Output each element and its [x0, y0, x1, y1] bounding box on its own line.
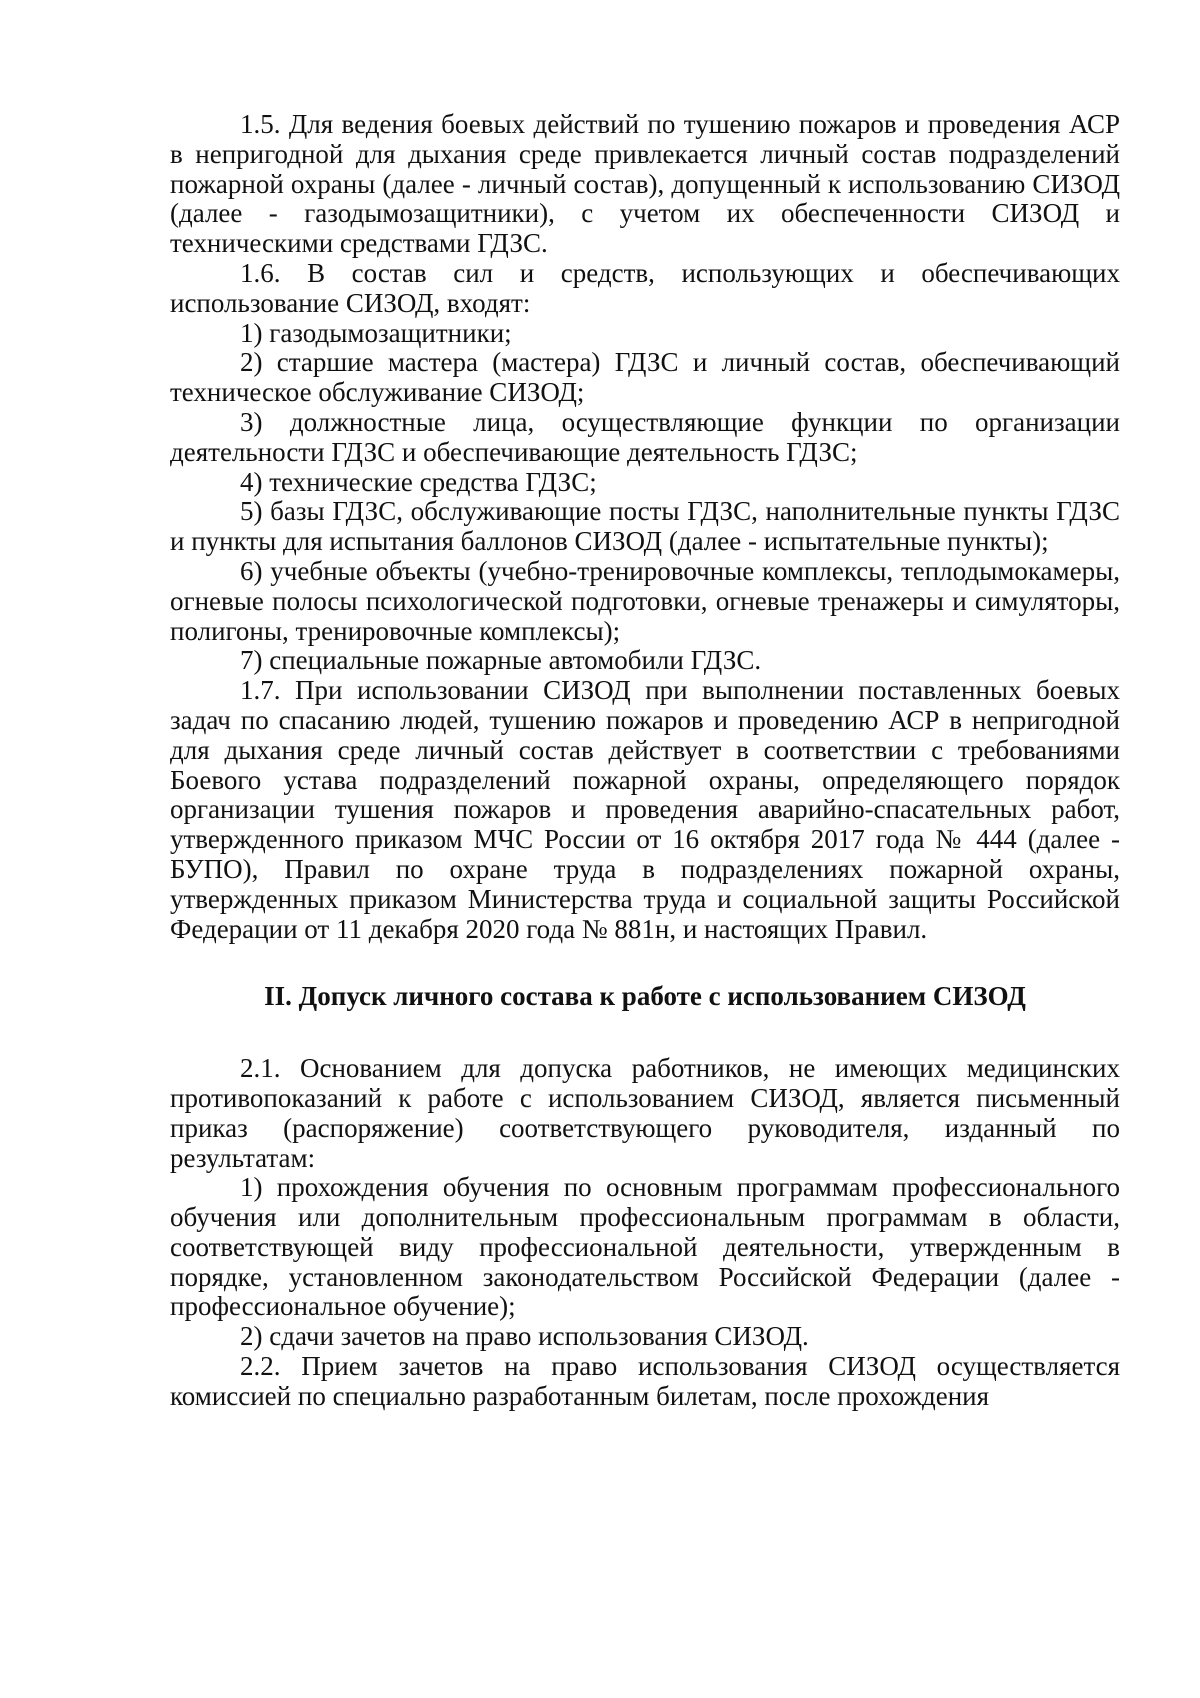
paragraph-2-1: 2.1. Основанием для допуска работников, не имеющих медицинских противопоказаний к работе с использованием СИЗОД, является письменный приказ (распоряжение) соответствующего руководителя, изданный по результатам:	[170, 1053, 1120, 1173]
list-item-1-6-1: 1) газодымозащитники;	[240, 317, 512, 348]
list-item-1-6-4: 4) технические средства ГДЗС;	[240, 466, 597, 497]
list-item-1-6-2: 2) старшие мастера (мастера) ГДЗС и личный состав, обеспечивающий техническое обслуживание СИЗОД;	[170, 347, 1120, 408]
list-item-1-6-6: 6) учебные объекты (учебно-тренировочные комплексы, теплодымокамеры, огневые полосы психологической подготовки, огневые тренажеры и симуляторы, полигоны, тренировочные комплексы);	[170, 555, 1120, 646]
document-page	[170, 110, 1120, 1412]
list-item-2-1-1: 1) прохождения обучения по основным программам профессионального обучения или дополнительным профессиональным программам в области, соответствующей виду профессиональной деятельности, утвержденным в порядке, установленном законодательством Российской Федерации (далее - профессиональное обучение);	[170, 1172, 1120, 1322]
list-item-1-6-5: 5) базы ГДЗС, обслуживающие посты ГДЗС, наполнительные пункты ГДЗС и пункты для испытания баллонов СИЗОД (далее - испытательные пункты);	[170, 496, 1120, 557]
section-2-heading: II. Допуск личного состава к работе с использованием СИЗОД	[264, 981, 1026, 1012]
paragraph-1-7: 1.7. При использовании СИЗОД при выполнении поставленных боевых задач по спасанию людей, тушению пожаров и проведению АСР в непригодной для дыхания среде личный состав действует в соответствии с требованиями Боевого устава подразделений пожарной охраны, определяющего порядок организации тушения пожаров и проведения аварийно-спасательных работ, утвержденного приказом МЧС России от 16 октября 2017 года № 444 (далее - БУПО), Правил по охране труда в подразделениях пожарной охраны, утвержденных приказом Министерства труда и социальной защиты Российской Федерации от 11 декабря 2020 года № 881н, и настоящих Правил.	[170, 675, 1120, 944]
list-item-1-6-3: 3) должностные лица, осуществляющие функции по организации деятельности ГДЗС и обеспечивающие деятельность ГДЗС;	[170, 406, 1120, 467]
list-item-1-6-7: 7) специальные пожарные автомобили ГДЗС.	[240, 645, 762, 676]
paragraph-1-6: 1.6. В состав сил и средств, использующих и обеспечивающих использование СИЗОД, входят:	[170, 257, 1120, 318]
paragraph-1-5: 1.5. Для ведения боевых действий по тушению пожаров и проведения АСР в непригодной для дыхания среде привлекается личный состав подразделений пожарной охраны (далее - личный состав), допущенный к использованию СИЗОД (далее - газодымозащитники), с учетом их обеспеченности СИЗОД и техническими средствами ГДЗС.	[170, 109, 1120, 259]
list-item-2-1-2: 2) сдачи зачетов на право использования СИЗОД.	[240, 1321, 809, 1352]
paragraph-2-2: 2.2. Прием зачетов на право использования СИЗОД осуществляется комиссией по специально разработанным билетам, после прохождения	[170, 1351, 1120, 1411]
